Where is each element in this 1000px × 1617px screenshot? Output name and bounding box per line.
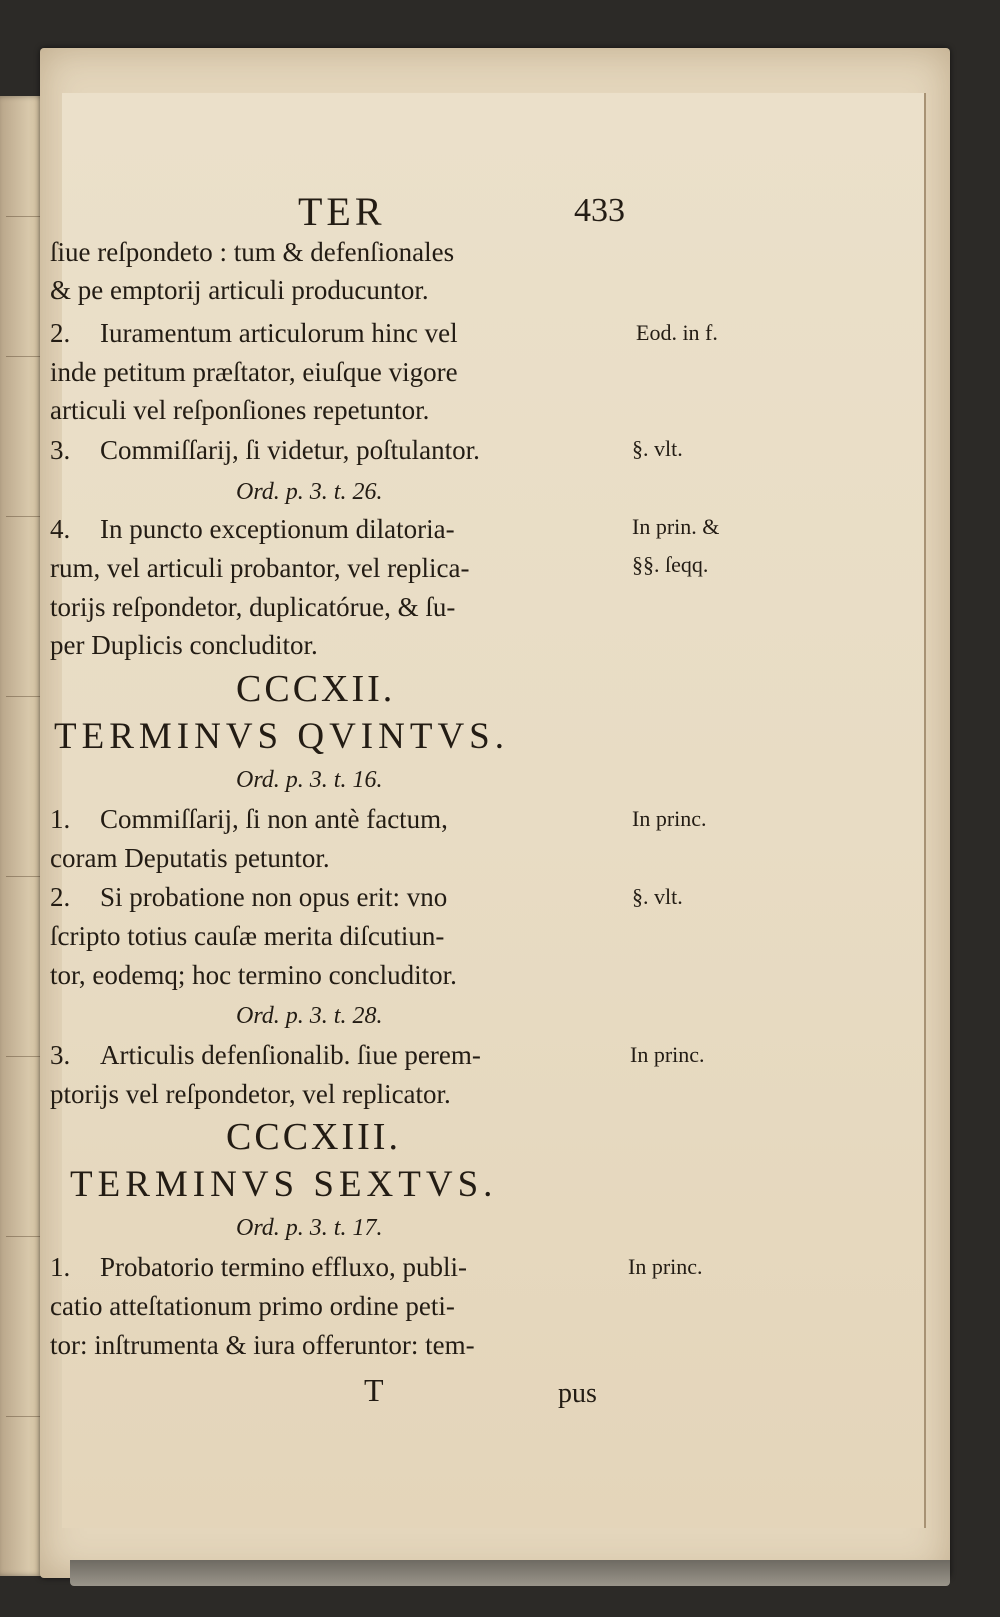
item-number: 2. <box>50 882 71 912</box>
margin-note: In prin. & <box>632 514 720 539</box>
item-number: 1. <box>50 804 71 834</box>
text-line: 2. Iuramentum articulorum hinc vel <box>50 318 458 348</box>
text-line: ſcripto totius cauſæ merita diſcutiun- <box>50 921 445 951</box>
page-bottom-edge <box>70 1560 950 1586</box>
text-line: per Duplicis concluditor. <box>50 630 318 660</box>
ordinance-reference: Ord. p. 3. t. 28. <box>236 1003 383 1029</box>
running-head: TER <box>298 189 386 234</box>
signature-mark: T <box>364 1372 384 1408</box>
text-line: & pe emptorij articuli producuntor. <box>50 275 429 305</box>
text-line: tor, eodemq; hoc termino concluditor. <box>50 960 457 990</box>
section-number: CCCXIII. <box>226 1116 401 1158</box>
item-number: 2. <box>50 318 71 348</box>
section-title: TERMINVS SEXTVS. <box>70 1164 498 1205</box>
margin-note: Eod. in f. <box>636 320 718 345</box>
page-header <box>0 188 1000 238</box>
section-number: CCCXII. <box>236 668 396 710</box>
ordinance-reference: Ord. p. 3. t. 16. <box>236 767 383 793</box>
text-line: 3. Commiſſarij, ſi videtur, poſtulantor. <box>50 435 480 465</box>
text-line: 3. Articulis defenſionalib. ſiue perem- <box>50 1040 481 1070</box>
section-title: TERMINVS QVINTVS. <box>54 716 509 757</box>
ordinance-reference: Ord. p. 3. t. 17. <box>236 1215 383 1241</box>
margin-note: In princ. <box>632 806 707 831</box>
catchword: pus <box>558 1378 597 1409</box>
text-line: catio atteſtationum primo ordine peti- <box>50 1291 455 1321</box>
text-line: coram Deputatis petuntor. <box>50 843 330 873</box>
text-line: 2. Si probatione non opus erit: vno <box>50 882 448 912</box>
text-line: ſiue reſpondeto : tum & defenſionales <box>50 237 455 267</box>
text-line: rum, vel articuli probantor, vel replica- <box>50 553 470 583</box>
margin-note: §. vlt. <box>632 436 683 461</box>
text-line: torijs reſpondetor, duplicatórue, & ſu- <box>50 592 456 622</box>
text-line: articuli vel reſponſiones repetuntor. <box>50 395 430 425</box>
margin-note: In princ. <box>628 1254 703 1279</box>
text-line: 1. Probatorio termino effluxo, publi- <box>50 1252 467 1282</box>
margin-note: In princ. <box>630 1042 705 1067</box>
item-number: 3. <box>50 435 71 465</box>
ordinance-reference: Ord. p. 3. t. 26. <box>236 479 383 505</box>
item-number: 3. <box>50 1040 71 1070</box>
text-line: 1. Commiſſarij, ſi non antè factum, <box>50 804 448 834</box>
item-number: 4. <box>50 514 71 544</box>
margin-note: §. vlt. <box>632 884 683 909</box>
text-line: ptorijs vel reſpondetor, vel replicator. <box>50 1079 451 1109</box>
text-line: tor: inſtrumenta & iura offeruntor: tem- <box>50 1330 475 1360</box>
margin-note: §§. ſeqq. <box>632 552 709 577</box>
text-line: 4. In puncto exceptionum dilatoria- <box>50 514 455 544</box>
item-number: 1. <box>50 1252 71 1282</box>
page-number: 433 <box>574 192 625 229</box>
text-line: inde petitum præſtator, eiuſque vigore <box>50 357 458 387</box>
